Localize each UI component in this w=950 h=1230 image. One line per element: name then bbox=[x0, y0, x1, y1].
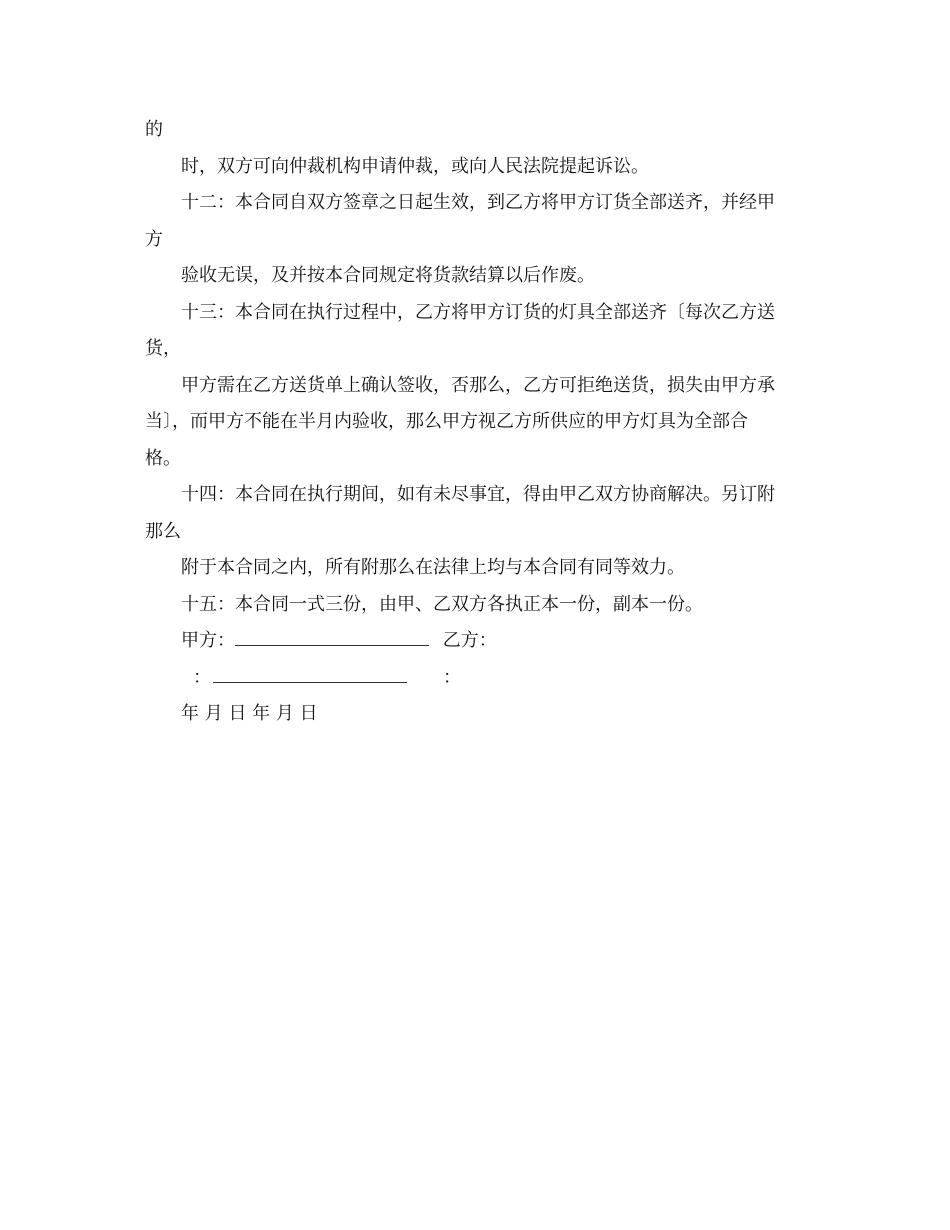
party-a-signature-line bbox=[235, 631, 429, 646]
paragraph-line: 十三：本合同在执行过程中，乙方将甲方订货的灯具全部送齐〔每次乙方送 bbox=[181, 302, 775, 323]
signature-row bbox=[181, 629, 497, 653]
party-b-label: 乙方： bbox=[442, 630, 497, 651]
paragraph-line: 格。 bbox=[145, 448, 181, 469]
party-a-label: 甲方： bbox=[181, 630, 235, 651]
paragraph-line: 十四：本合同在执行期间，如有未尽事宜，得由甲乙双方协商解决。另订附 bbox=[181, 484, 775, 505]
paragraph-line: 当〕，而甲方不能在半月内验收，那么甲方视乙方所供应的甲方灯具为全部合 bbox=[145, 411, 748, 432]
signature-row-2 bbox=[193, 666, 461, 690]
paragraph-line: 附于本合同之内，所有附那么在法律上均与本合同有同等效力。 bbox=[181, 557, 685, 578]
colon-left: ： bbox=[193, 667, 211, 688]
date-line: 年 月 日 年 月 日 bbox=[181, 703, 318, 724]
paragraph-line: 方 bbox=[145, 229, 163, 250]
paragraph-line: 十五：本合同一式三份，由甲、乙双方各执正本一份，副本一份。 bbox=[181, 594, 703, 615]
paragraph-line: 时，双方可向仲裁机构申请仲裁，或向人民法院提起诉讼。 bbox=[181, 156, 649, 177]
paragraph-line: 甲方需在乙方送货单上确认签收，否那么，乙方可拒绝送货，损失由甲方承 bbox=[181, 375, 775, 396]
paragraph-line: 验收无误，及并按本合同规定将货款结算以后作废。 bbox=[181, 265, 595, 286]
signature-line bbox=[213, 668, 407, 683]
paragraph-line: 十二：本合同自双方签章之日起生效，到乙方将甲方订货全部送齐，并经甲 bbox=[181, 192, 775, 213]
paragraph-line: 那么 bbox=[145, 521, 181, 542]
colon-right: ： bbox=[443, 667, 461, 688]
paragraph-line: 的 bbox=[145, 119, 163, 140]
paragraph-line: 货， bbox=[145, 338, 181, 359]
